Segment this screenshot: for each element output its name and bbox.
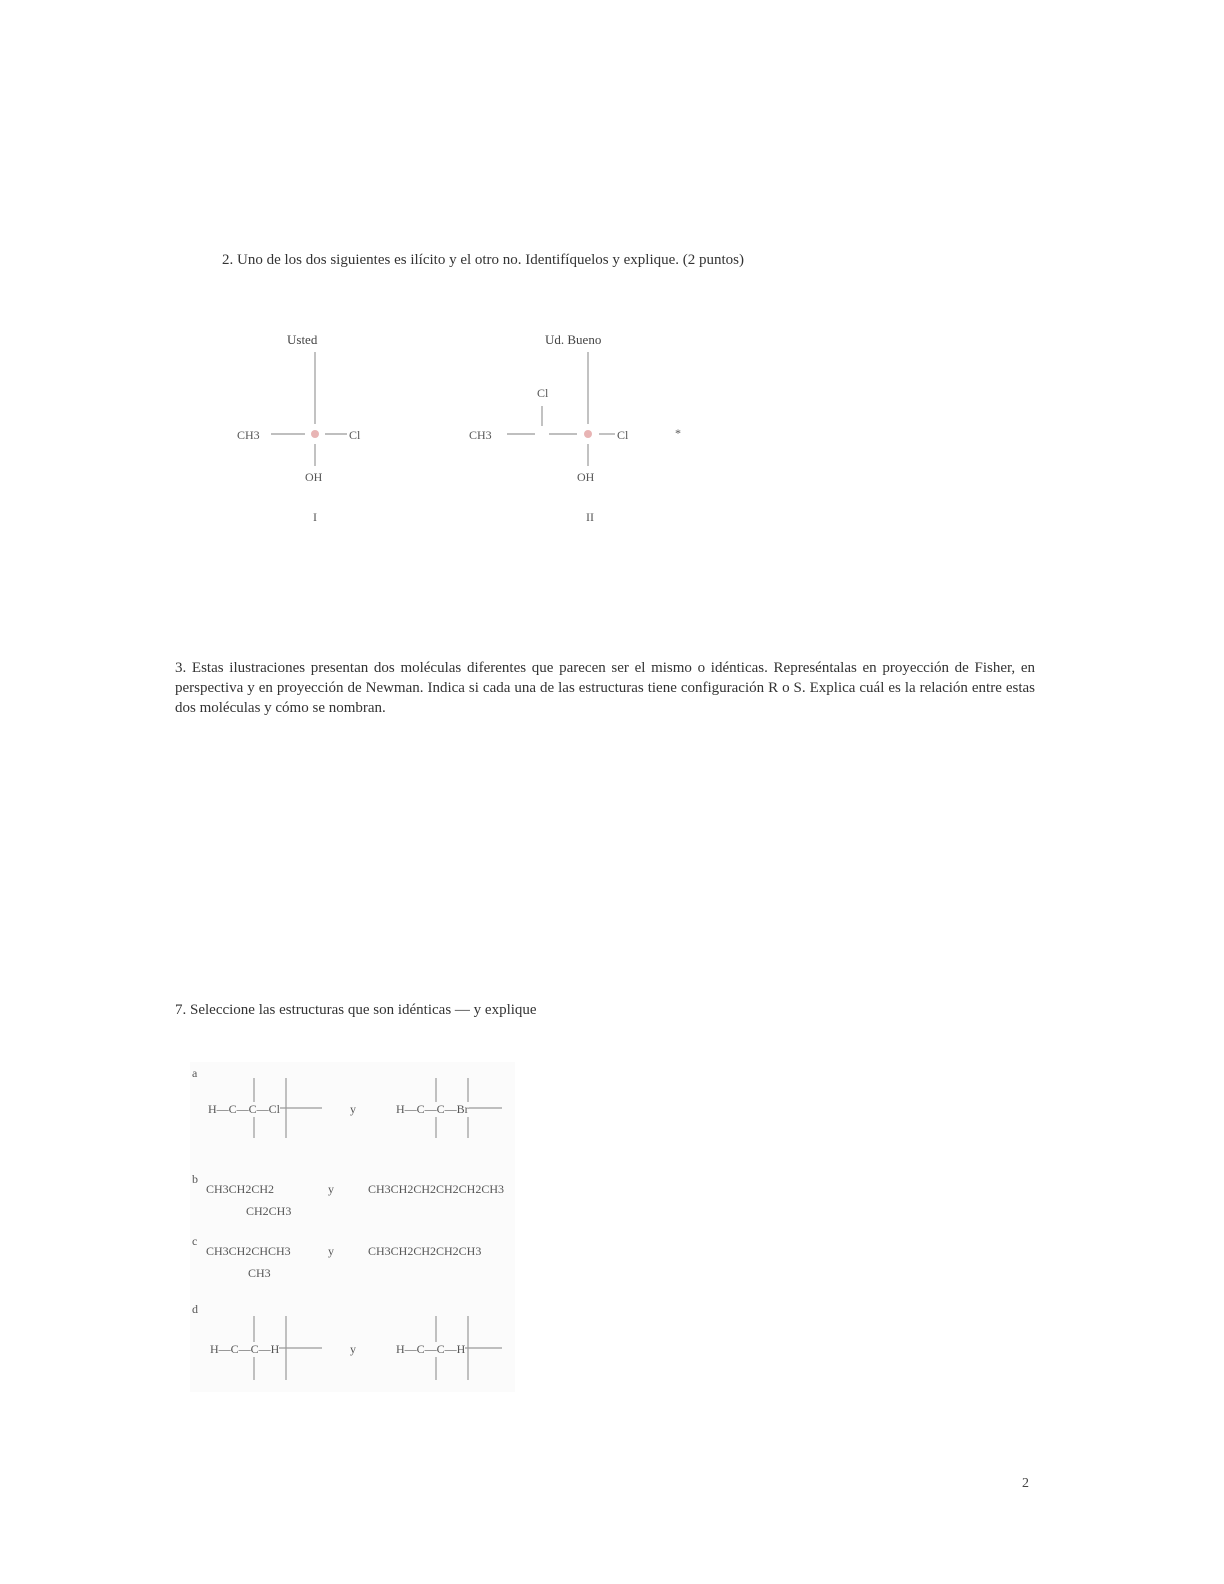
item-d-sep: y [350, 1342, 356, 1356]
molecule-ii [465, 328, 705, 528]
molecule-ii-right-group: Cl [617, 428, 629, 442]
item-d-right: H—C—C—H [396, 1342, 466, 1356]
molecule-ii-top-group: Cl [537, 386, 549, 400]
item-c-sep: y [328, 1244, 334, 1258]
molecule-i-right-group: Cl [349, 428, 361, 442]
item-a-right: H—C—C—Br [396, 1102, 469, 1116]
page-number: 2 [1022, 1476, 1029, 1491]
item-a-sep: y [350, 1102, 356, 1116]
item-c-left-sub: CH3 [248, 1266, 271, 1280]
item-a-marker: a [192, 1066, 198, 1080]
item-c-right: CH3CH2CH2CH2CH3 [368, 1244, 482, 1258]
question-1 [222, 250, 982, 270]
molecule-ii-bonds [465, 328, 705, 528]
molecule-i-label: Usted [287, 332, 318, 347]
question-1-text: Uno de los dos siguientes es ilícito y el otro no. Identifíquelos y explique. (2 puntos) [237, 252, 745, 268]
molecule-ii-label: Ud. Bueno [545, 332, 602, 347]
item-b-sep: y [328, 1182, 334, 1196]
molecule-ii-left-group: CH3 [469, 428, 492, 442]
molecule-i-bottom-group: OH [305, 470, 323, 484]
question-3: 7. Seleccione las estructuras que son idénticas — y explique [175, 1002, 537, 1018]
item-c-marker: c [192, 1234, 198, 1248]
molecule-i-left-group: CH3 [237, 428, 260, 442]
question-1-number: 2. [222, 252, 234, 268]
item-b-left: CH3CH2CH2 [206, 1182, 275, 1196]
item-b-left-sub: CH2CH3 [246, 1204, 292, 1218]
question-2: 3. Estas ilustraciones presentan dos moléculas diferentes que parecen ser el mismo o idénticas. Represéntalas en proyección de Fisher, en perspectiva y en proyección de Newman. Indica si cada una de las estructuras tiene configuración R o S. Explica cuál es la relación entre estas dos moléculas y cómo se nombran. [175, 660, 1035, 716]
structures-panel [190, 1062, 515, 1392]
item-d-left: H—C—C—H [210, 1342, 280, 1356]
item-b-marker: b [192, 1172, 198, 1186]
item-a-left: H—C—C—Cl [208, 1102, 281, 1116]
molecule-i-roman: I [313, 510, 317, 524]
item-d-marker: d [192, 1302, 198, 1316]
molecule-i [225, 328, 385, 528]
molecule-ii-roman: II [586, 510, 594, 524]
item-c-left: CH3CH2CHCH3 [206, 1244, 291, 1258]
molecule-ii-mark: * [675, 426, 681, 440]
item-b-right: CH3CH2CH2CH2CH2CH3 [368, 1182, 505, 1196]
molecule-ii-bottom-group: OH [577, 470, 595, 484]
